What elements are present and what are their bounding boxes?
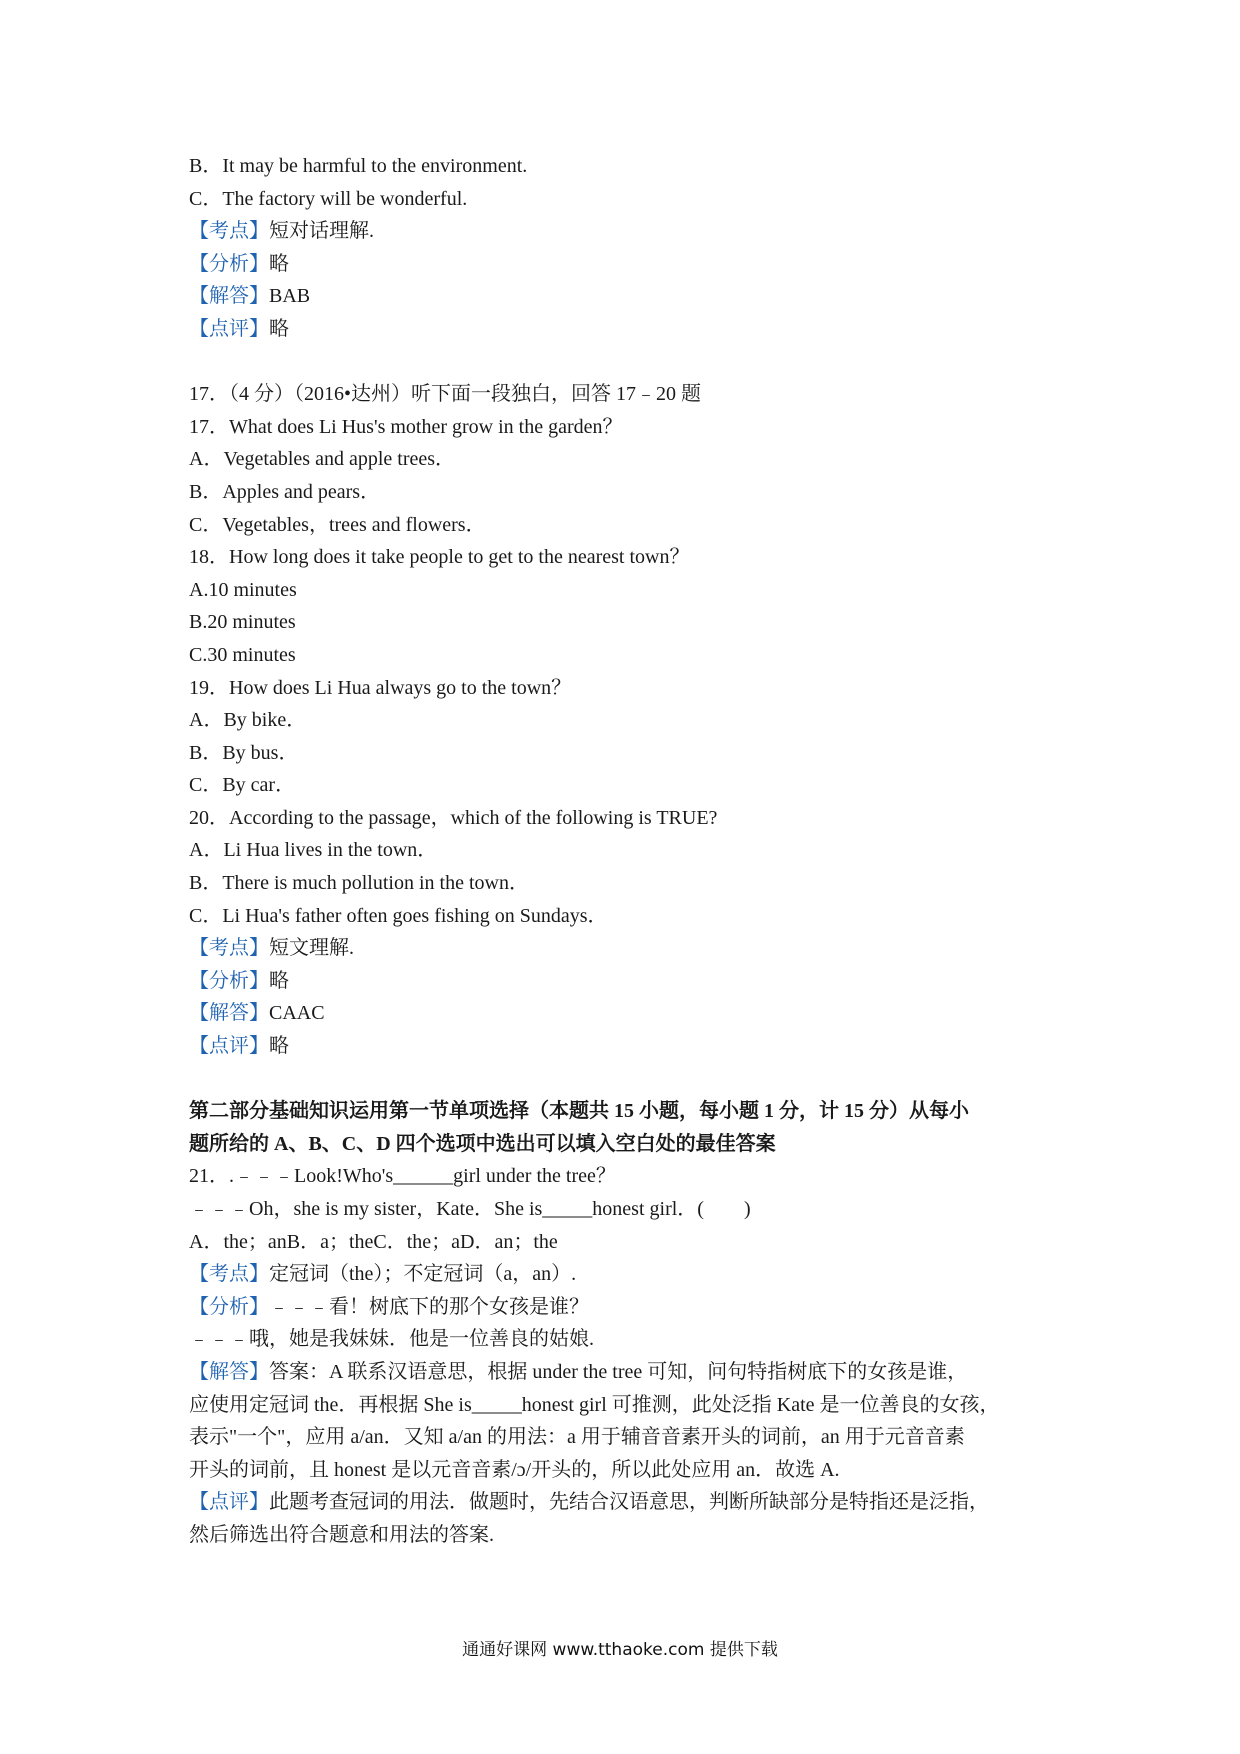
section-title-line1: 第二部分基础知识运用第一节单项选择（本题共 15 小题，每小题 1 分，计 15 分）从每小 bbox=[189, 1100, 969, 1123]
jieda-line bbox=[189, 997, 1069, 1030]
option-line: C．By car． bbox=[189, 774, 296, 797]
kaodian-text: 定冠词（the）；不定冠词（a，an）. bbox=[269, 1263, 577, 1286]
fenxi-text: ﹣﹣﹣看！树底下的那个女孩是谁？ bbox=[269, 1295, 589, 1318]
fenxi-line bbox=[189, 248, 1069, 281]
kaodian-tag: 【考点】 bbox=[189, 220, 269, 243]
option-line: C．Li Hua's father often goes fishing on Sundays． bbox=[189, 904, 608, 927]
jieda-tag: 【解答】 bbox=[189, 285, 269, 308]
dianping-text: 略 bbox=[269, 1035, 289, 1058]
document-body bbox=[189, 150, 1069, 1552]
dianping-text: 此题考查冠词的用法．做题时，先结合汉语意思，判断所缺部分是特指还是泛指， bbox=[269, 1491, 989, 1514]
dianping-line bbox=[189, 1486, 1069, 1519]
question-line: 17．What does Li Hus's mother grow in the garden？ bbox=[189, 415, 623, 438]
question-line: 19．How does Li Hua always go to the town？ bbox=[189, 676, 572, 699]
option-line: B.20 minutes bbox=[189, 611, 296, 634]
option-line: C．Vegetables，trees and flowers． bbox=[189, 513, 486, 536]
option-line: A．Vegetables and apple trees． bbox=[189, 448, 456, 471]
spacer bbox=[189, 1063, 1069, 1096]
kaodian-tag: 【考点】 bbox=[189, 937, 269, 960]
jieda-text: CAAC bbox=[269, 1002, 325, 1025]
jieda-continuation: 应使用定冠词 the．再根据 She is_____honest girl 可推测，此处泛指 Kate 是一位善良的女孩， bbox=[189, 1393, 1000, 1416]
dianping-continuation: 然后筛选出符合题意和用法的答案. bbox=[189, 1523, 494, 1546]
option-line: C．The factory will be wonderful. bbox=[189, 187, 468, 210]
jieda-tag: 【解答】 bbox=[189, 1002, 269, 1025]
question-line: 20．According to the passage，which of the following is TRUE? bbox=[189, 806, 718, 829]
fenxi-line bbox=[189, 965, 1069, 998]
kaodian-line bbox=[189, 215, 1069, 248]
dianping-tag: 【点评】 bbox=[189, 1035, 269, 1058]
question-line: 18．How long does it take people to get to the nearest town？ bbox=[189, 546, 690, 569]
spacer bbox=[189, 346, 1069, 379]
jieda-tag: 【解答】 bbox=[189, 1360, 269, 1383]
question-header: 17．（4 分）（2016•达州）听下面一段独白，回答 17﹣20 题 bbox=[189, 383, 702, 406]
dianping-text: 略 bbox=[269, 317, 289, 340]
fenxi-continuation: ﹣﹣﹣哦，她是我妹妹．他是一位善良的姑娘. bbox=[189, 1328, 594, 1351]
page-footer: 通通好课网 www.tthaoke.com 提供下载 bbox=[462, 1640, 778, 1660]
jieda-text: BAB bbox=[269, 285, 311, 308]
option-line: B．There is much pollution in the town． bbox=[189, 872, 529, 895]
option-line: B．Apples and pears． bbox=[189, 480, 381, 503]
question-line: ﹣﹣﹣Oh，she is my sister，Kate．She is_____honest girl．( ) bbox=[189, 1198, 751, 1220]
dianping-tag: 【点评】 bbox=[189, 317, 269, 340]
fenxi-text: 略 bbox=[269, 252, 289, 275]
fenxi-tag: 【分析】 bbox=[189, 252, 269, 275]
kaodian-tag: 【考点】 bbox=[189, 1263, 269, 1286]
kaodian-line bbox=[189, 1258, 1069, 1291]
question-line: 21．.﹣﹣﹣Look!Who's______girl under the tree？ bbox=[189, 1165, 616, 1188]
option-line: B．It may be harmful to the environment. bbox=[189, 155, 528, 177]
jieda-continuation: 表示"一个"，应用 a/an．又知 a/an 的用法：a 用于辅音音素开头的词前，an 用于元音音素 bbox=[189, 1426, 965, 1449]
fenxi-line bbox=[189, 1291, 1069, 1324]
dianping-line bbox=[189, 1030, 1069, 1063]
jieda-text: 答案：A 联系汉语意思，根据 under the tree 可知，问句特指树底下的女孩是谁， bbox=[269, 1360, 968, 1383]
option-line: A．Li Hua lives in the town． bbox=[189, 839, 438, 862]
jieda-line bbox=[189, 280, 1069, 313]
fenxi-text: 略 bbox=[269, 969, 289, 992]
jieda-continuation: 开头的词前，且 honest 是以元音音素/ɔ/开头的，所以此处应用 an．故选 A. bbox=[189, 1458, 840, 1481]
section-title-line2: 题所给的 A、B、C、D 四个选项中选出可以填入空白处的最佳答案 bbox=[189, 1132, 776, 1155]
dianping-line bbox=[189, 313, 1069, 346]
option-line: C.30 minutes bbox=[189, 643, 296, 666]
fenxi-tag: 【分析】 bbox=[189, 969, 269, 992]
options-line: A．the；anB．a；theC．the；aD．an；the bbox=[189, 1230, 558, 1253]
kaodian-text: 短文理解. bbox=[269, 937, 354, 960]
jieda-line bbox=[189, 1356, 1069, 1389]
dianping-tag: 【点评】 bbox=[189, 1491, 269, 1514]
option-line: A.10 minutes bbox=[189, 578, 297, 601]
kaodian-line bbox=[189, 932, 1069, 965]
option-line: B．By bus． bbox=[189, 741, 299, 764]
fenxi-tag: 【分析】 bbox=[189, 1295, 269, 1318]
kaodian-text: 短对话理解. bbox=[269, 220, 374, 243]
option-line: A．By bike． bbox=[189, 709, 307, 732]
